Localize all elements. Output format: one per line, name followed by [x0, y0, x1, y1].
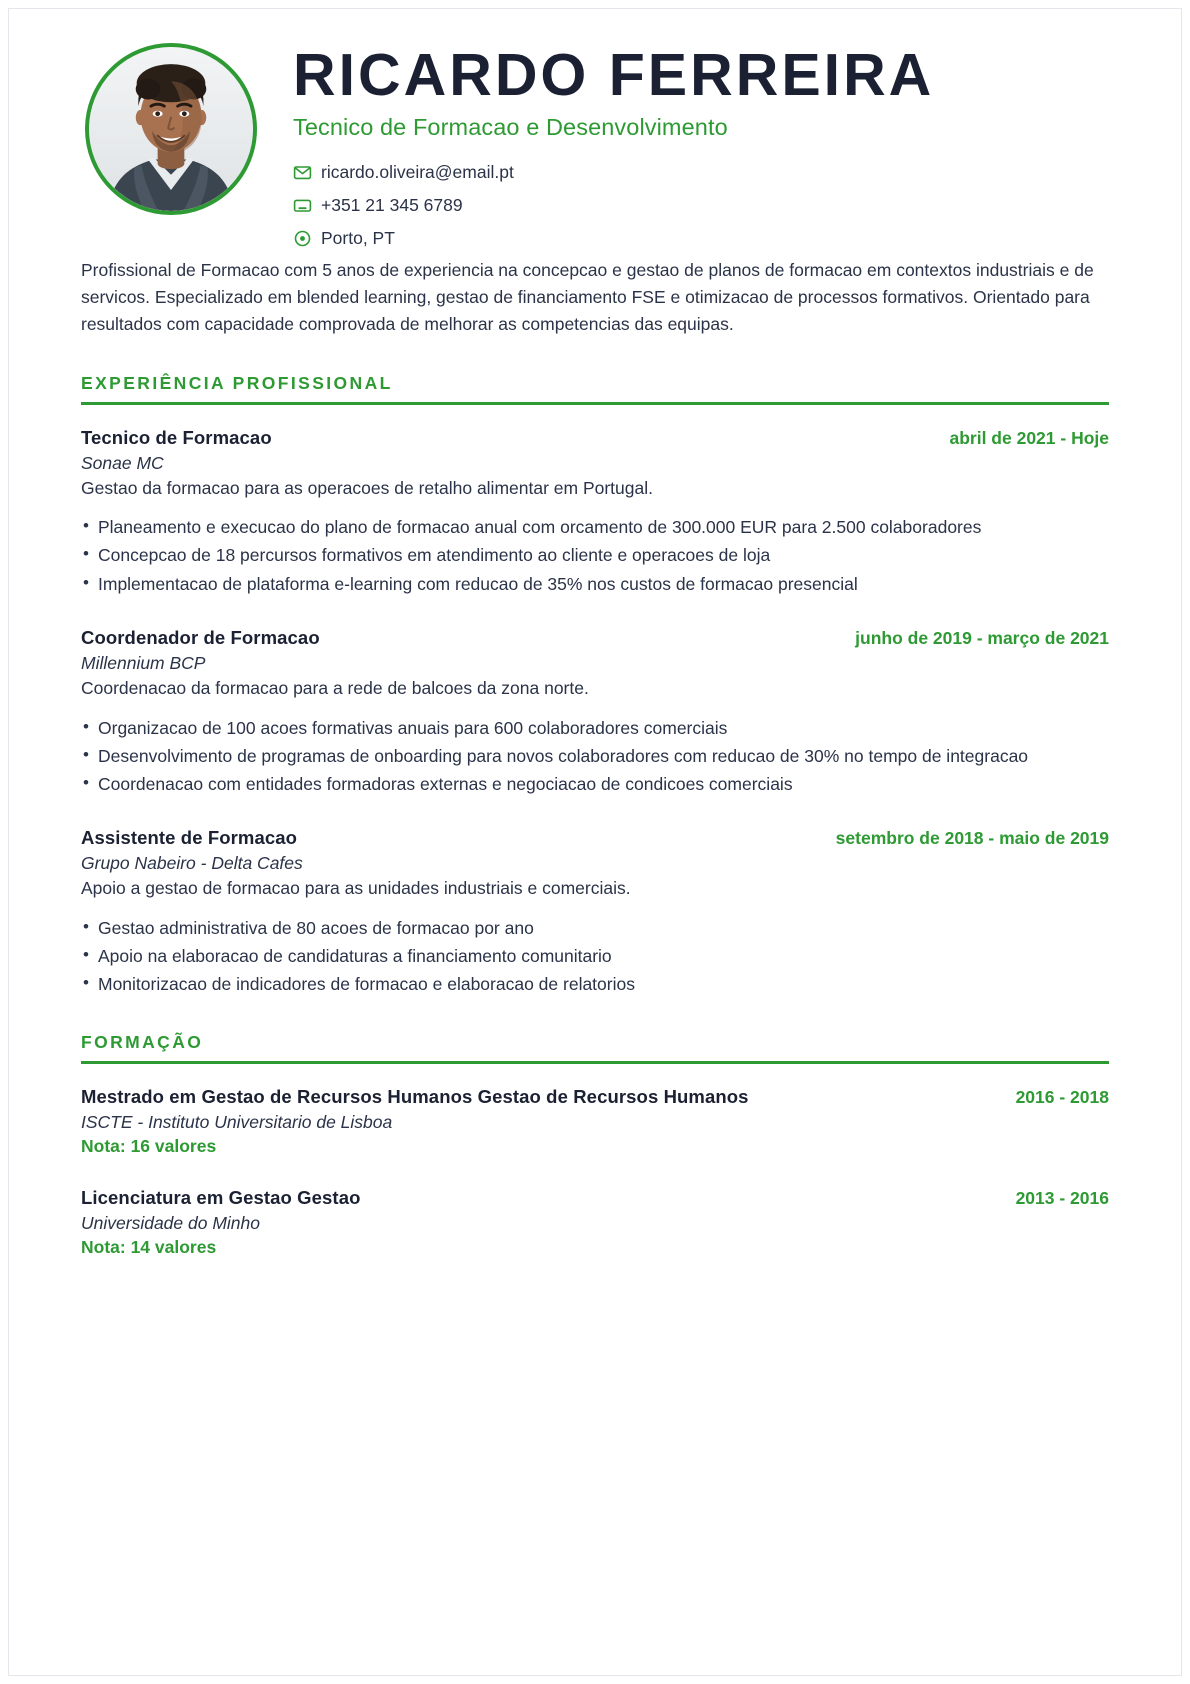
job-bullets [81, 915, 1109, 998]
entry-header [81, 827, 1109, 849]
section-divider [81, 1061, 1109, 1064]
education-entry [81, 1086, 1109, 1157]
professional-summary: Profissional de Formacao com 5 anos de experiencia na concepcao e gestao de planos de formacao em contextos industriais e de servicos. Especializado em blended learning, gestao de financiamento FSE e otimizacao de processos formativos. Orientado para resultados com capacidade comprovada de melhorar as competencias das equipas. [81, 260, 1094, 335]
job-title: Tecnico de Formacao e Desenvolvimento [293, 114, 728, 141]
degree-date: 2016 - 2018 [1015, 1086, 1109, 1107]
job-role: Coordenador de Formacao [81, 626, 320, 648]
job-date: setembro de 2018 - maio de 2019 [835, 828, 1109, 849]
list-item: • Gestao administrativa de 80 acoes de formacao por ano [81, 915, 1109, 941]
resume-header [81, 35, 1109, 248]
section-divider [81, 402, 1109, 405]
contact-phone[interactable] [293, 196, 1109, 215]
job-date: junho de 2019 - março de 2021 [855, 627, 1109, 648]
contact-list [293, 163, 1109, 248]
job-company: Grupo Nabeiro - Delta Cafes [81, 853, 303, 874]
section-education [81, 1032, 1109, 1258]
contact-phone-value: +351 21 345 6789 [321, 194, 463, 215]
degree-grade: Nota: 16 valores [81, 1135, 217, 1156]
page-title: RICARDO FERREIRA [293, 42, 935, 108]
degree-grade: Nota: 14 valores [81, 1236, 217, 1257]
job-company: Sonae MC [81, 452, 164, 473]
list-item: • Apoio na elaboracao de candidaturas a financiamento comunitario [81, 943, 1109, 969]
phone-icon [293, 196, 312, 215]
entry-header [81, 427, 1109, 449]
contact-email[interactable] [293, 163, 1109, 182]
degree-date: 2013 - 2016 [1015, 1187, 1109, 1208]
list-item: • Organizacao de 100 acoes formativas anuais para 600 colaboradores comerciais [81, 715, 1109, 741]
experience-entry [81, 827, 1109, 997]
location-pin-icon [293, 229, 312, 248]
entry-header [81, 1187, 1109, 1209]
job-description: Coordenacao da formacao para a rede de balcoes da zona norte. [81, 677, 589, 698]
resume-sheet [8, 8, 1182, 1676]
institution-name: Universidade do Minho [81, 1212, 260, 1233]
entry-header [81, 1086, 1109, 1108]
contact-location[interactable] [293, 229, 1109, 248]
experience-entry [81, 427, 1109, 597]
experience-entry [81, 627, 1109, 797]
avatar [85, 43, 257, 215]
job-description: Gestao da formacao para as operacoes de retalho alimentar em Portugal. [81, 477, 653, 498]
job-description: Apoio a gestao de formacao para as unidades industriais e comerciais. [81, 878, 631, 899]
institution-name: ISCTE - Instituto Universitario de Lisboa [81, 1111, 393, 1132]
section-title-experience: EXPERIÊNCIA PROFISSIONAL [81, 372, 393, 393]
list-item: • Coordenacao com entidades formadoras externas e negociacao de condicoes comerciais [81, 771, 1109, 797]
contact-location-value: Porto, PT [321, 227, 395, 248]
contact-email-value: ricardo.oliveira@email.pt [321, 161, 514, 182]
job-bullets [81, 514, 1109, 597]
job-company: Millennium BCP [81, 652, 206, 673]
entry-header [81, 627, 1109, 649]
job-date: abril de 2021 - Hoje [949, 427, 1109, 448]
degree-title: Licenciatura em Gestao Gestao [81, 1186, 361, 1208]
job-bullets [81, 715, 1109, 798]
section-experience [81, 373, 1109, 998]
job-role: Tecnico de Formacao [81, 426, 272, 448]
list-item: • Planeamento e execucao do plano de formacao anual com orcamento de 300.000 EUR para 2.500 colaboradores [81, 514, 1109, 540]
list-item: • Implementacao de plataforma e-learning com reducao de 35% nos custos de formacao presencial [81, 571, 1109, 597]
section-title-education: FORMAÇÃO [81, 1031, 204, 1052]
envelope-icon [293, 163, 312, 182]
education-entry [81, 1187, 1109, 1258]
avatar-photo [85, 43, 257, 215]
job-role: Assistente de Formacao [81, 827, 298, 849]
list-item: • Desenvolvimento de programas de onboarding para novos colaboradores com reducao de 30% no tempo de integracao [81, 743, 1109, 769]
header-main [257, 35, 1109, 248]
list-item: • Monitorizacao de indicadores de formacao e elaboracao de relatorios [81, 971, 1109, 997]
degree-title: Mestrado em Gestao de Recursos Humanos Gestao de Recursos Humanos [81, 1085, 749, 1107]
list-item: • Concepcao de 18 percursos formativos em atendimento ao cliente e operacoes de loja [81, 542, 1109, 568]
